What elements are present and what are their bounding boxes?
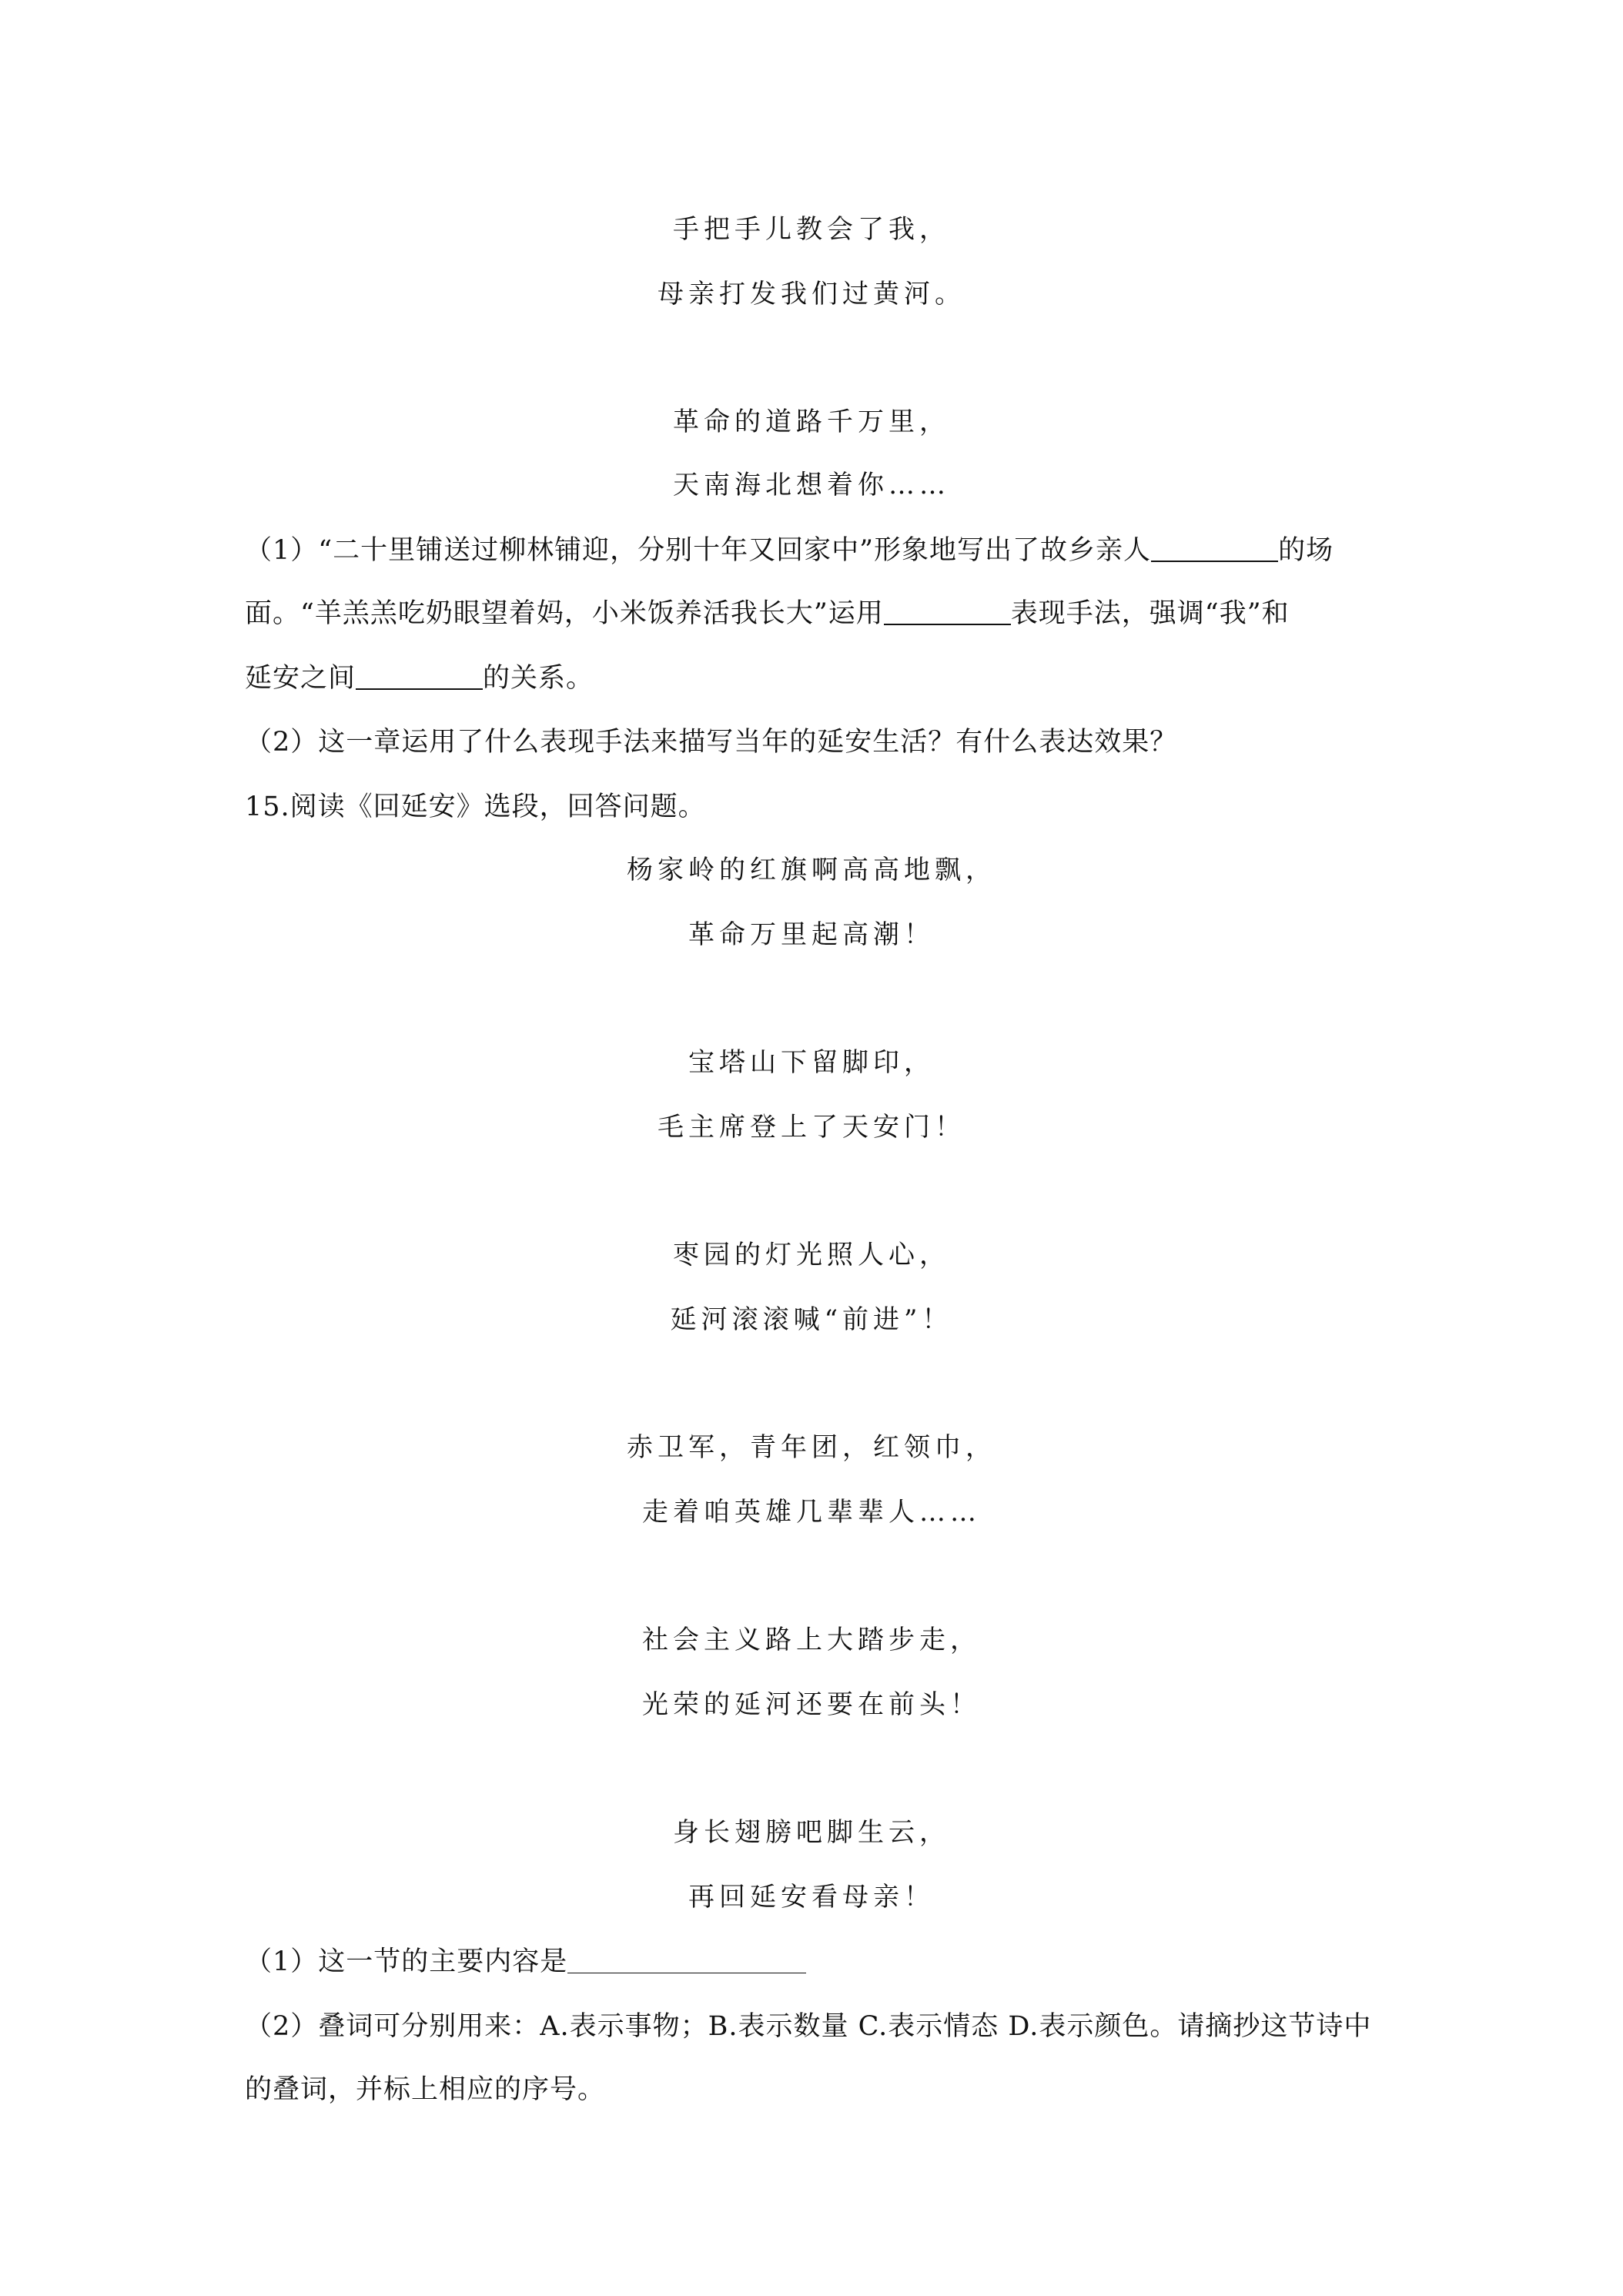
question-text: 表现手法，强调“我”和 (1010, 598, 1290, 629)
answer-blank[interactable] (1151, 534, 1278, 562)
question-14-1-line1 (245, 534, 1334, 566)
question-text: 面。“羊羔羔吃奶眼望着妈，小米饭养活我长大”运用 (245, 598, 884, 629)
answer-blank[interactable] (567, 1946, 806, 1973)
answer-blank[interactable] (884, 597, 1011, 625)
poem-line: 身长翅膀吧脚生云， (673, 1817, 950, 1848)
poem-line: 手把手儿教会了我， (673, 214, 950, 245)
poem-line: 走着咱英雄几辈辈人…… (642, 1497, 981, 1528)
question-15-2-line1: （2）叠词可分别用来：A.表示事物；B.表示数量 C.表示情态 D.表示颜色。请摘抄这节诗中 (245, 2011, 1372, 2042)
poem-line: 宝塔山下留脚印， (688, 1047, 935, 1078)
question-15-2-line2: 的叠词，并标上相应的序号。 (245, 2074, 606, 2105)
poem-line: 母亲打发我们过黄河。 (658, 279, 965, 310)
poem-line: 赤卫军，青年团，红领巾， (627, 1432, 996, 1463)
question-text: 的关系。 (483, 663, 594, 694)
poem-line: 革命万里起高潮！ (688, 919, 935, 950)
question-15-1 (245, 1946, 806, 1977)
poem-line: 光荣的延河还要在前头！ (642, 1689, 981, 1720)
poem-line: 天南海北想着你…… (673, 470, 950, 500)
question-14-1-line3 (245, 662, 594, 694)
question-15-title: 15.阅读《回延安》选段，回答问题。 (245, 792, 706, 822)
poem-line: 枣园的灯光照人心， (673, 1240, 950, 1270)
poem-line: 杨家岭的红旗啊高高地飘， (627, 855, 996, 885)
poem-line: 社会主义路上大踏步走， (642, 1625, 981, 1655)
question-text: 延安之间 (245, 663, 356, 694)
poem-line: 毛主席登上了天安门！ (658, 1112, 965, 1143)
poem-line: 革命的道路千万里， (673, 407, 950, 437)
poem-line: 再回延安看母亲！ (688, 1882, 935, 1913)
question-text: 的场 (1278, 535, 1334, 566)
question-text: （1）“二十里铺送过柳林铺迎，分别十年又回家中”形象地写出了故乡亲人 (245, 535, 1152, 566)
question-text: （1）这一节的主要内容是 (245, 1946, 568, 1977)
poem-line: 延河滚滚喊“前进”！ (670, 1304, 953, 1335)
question-14-1-line2 (245, 597, 1290, 629)
question-14-2: （2）这一章运用了什么表现手法来描写当年的延安生活？有什么表达效果？ (245, 727, 1178, 758)
answer-blank[interactable] (356, 662, 483, 690)
